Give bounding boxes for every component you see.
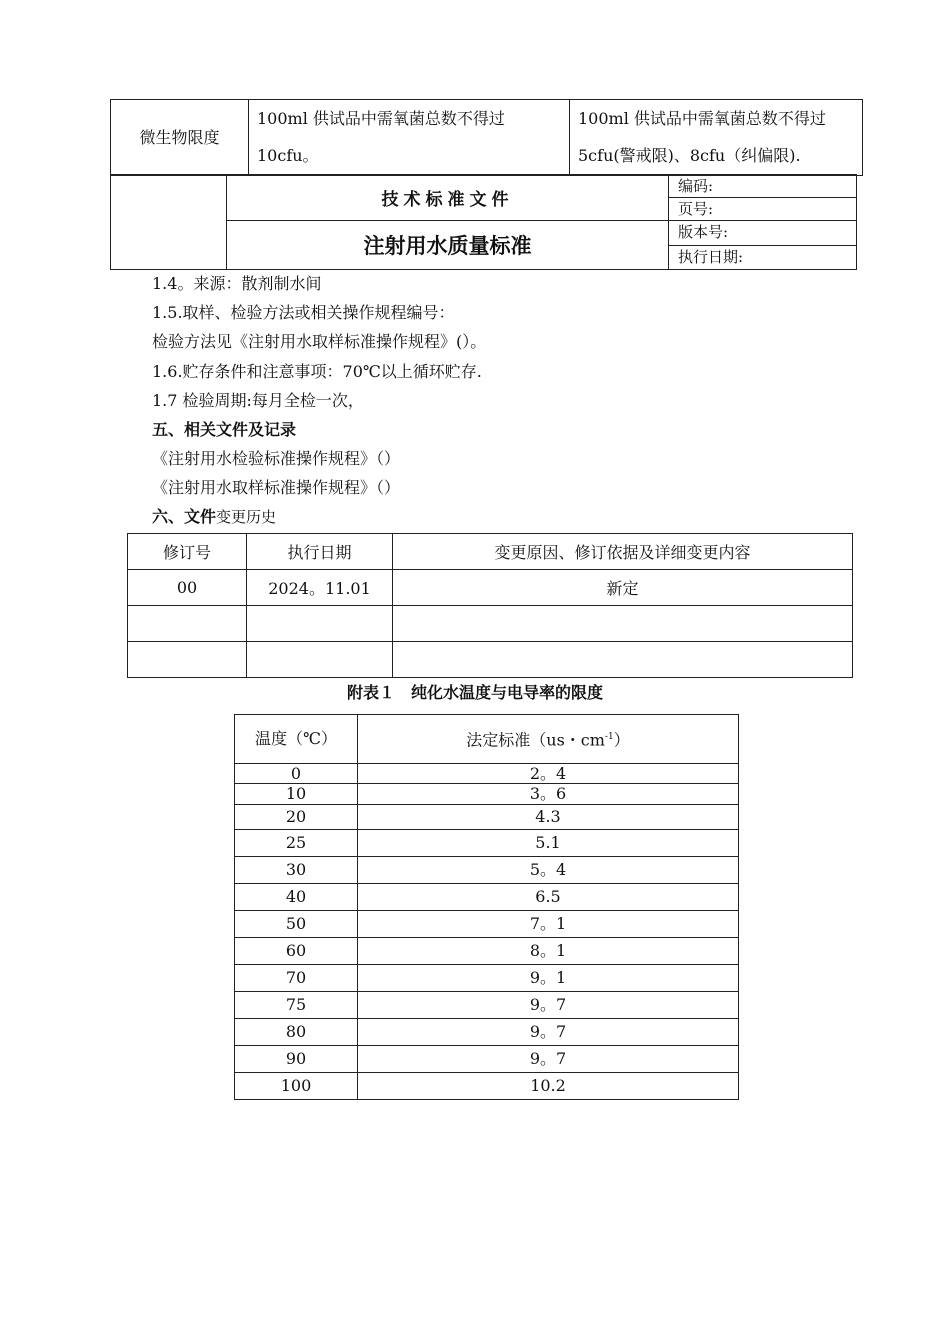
version-field: 版本号: xyxy=(669,221,857,246)
sampling-line: 1.5.取样、检验方法或相关操作规程编号： xyxy=(152,303,455,322)
temperature-cell: 20 xyxy=(235,805,358,830)
table-header-row xyxy=(235,715,739,764)
conductivity-cell: 7。1 xyxy=(358,911,739,938)
table-row xyxy=(235,830,739,857)
col-header-sup: -1 xyxy=(604,732,614,743)
table-header-row xyxy=(128,534,853,570)
microbial-limit-table xyxy=(110,99,863,176)
doc-type: 技术标准文件 xyxy=(227,175,669,221)
table-cell: 2024。11.01 xyxy=(247,570,393,606)
table-row xyxy=(128,606,853,642)
table-cell xyxy=(128,642,247,678)
period-line: 1.7 检验周期:每月全检一次， xyxy=(152,391,364,410)
conductivity-cell: 9。7 xyxy=(358,1019,739,1046)
annex-title: 附表１ 纯化水温度与电导率的限度 xyxy=(346,683,603,702)
temperature-cell: 40 xyxy=(235,884,358,911)
temperature-cell: 25 xyxy=(235,830,358,857)
table-row xyxy=(235,805,739,830)
conductivity-cell: 4.3 xyxy=(358,805,739,830)
section-6-main: 六、文件 xyxy=(152,507,217,526)
storage-line: 1.6.贮存条件和注意事项：70℃以上循环贮存. xyxy=(152,362,482,381)
conductivity-cell: 9。7 xyxy=(358,1046,739,1073)
table-row xyxy=(128,570,853,606)
table-row xyxy=(235,884,739,911)
conductivity-table xyxy=(234,714,739,1100)
table-cell xyxy=(128,606,247,642)
col-header: 温度（℃） xyxy=(235,715,358,764)
micro-internal-line2: 5cfu(警戒限)、8cfu（纠偏限). xyxy=(578,146,801,165)
table-cell: 00 xyxy=(128,570,247,606)
doc-title: 注射用水质量标准 xyxy=(227,221,669,270)
conductivity-cell: 2。4 xyxy=(358,764,739,784)
table-row xyxy=(235,764,739,784)
table-cell xyxy=(247,642,393,678)
code-field: 编码: xyxy=(669,175,857,198)
logo-cell xyxy=(111,175,227,270)
conductivity-cell: 8。1 xyxy=(358,938,739,965)
section-6-sub: 变更历史 xyxy=(216,508,277,526)
micro-internal xyxy=(570,100,863,176)
conductivity-cell: 9。1 xyxy=(358,965,739,992)
micro-standard-line2: 10cfu。 xyxy=(257,146,319,165)
table-cell xyxy=(247,606,393,642)
micro-standard xyxy=(249,100,570,176)
col-header: 变更原因、修订依据及详细变更内容 xyxy=(393,534,853,570)
temperature-cell: 80 xyxy=(235,1019,358,1046)
conductivity-cell: 9。7 xyxy=(358,992,739,1019)
temperature-cell: 75 xyxy=(235,992,358,1019)
conductivity-cell: 6.5 xyxy=(358,884,739,911)
col-header: 修订号 xyxy=(128,534,247,570)
table-row xyxy=(235,992,739,1019)
col-header xyxy=(358,715,739,764)
col-header: 执行日期 xyxy=(247,534,393,570)
temperature-cell: 60 xyxy=(235,938,358,965)
conductivity-cell: 5.1 xyxy=(358,830,739,857)
table-cell xyxy=(393,642,853,678)
micro-label: 微生物限度 xyxy=(111,100,249,176)
conductivity-cell: 5。4 xyxy=(358,857,739,884)
temperature-cell: 0 xyxy=(235,764,358,784)
method-line: 检验方法见《注射用水取样标准操作规程》(）。 xyxy=(152,332,487,351)
source-line: 1.4。来源：散剂制水间 xyxy=(152,274,322,293)
table-row xyxy=(235,784,739,805)
temperature-cell: 100 xyxy=(235,1073,358,1100)
conductivity-cell: 10.2 xyxy=(358,1073,739,1100)
table-cell: 新定 xyxy=(393,570,853,606)
table-row xyxy=(235,1073,739,1100)
date-field: 执行日期: xyxy=(669,245,857,270)
col-header-prefix: 法定标准（us・cm xyxy=(466,730,605,750)
temperature-cell: 90 xyxy=(235,1046,358,1073)
table-row xyxy=(128,642,853,678)
table-row xyxy=(235,1046,739,1073)
table-row xyxy=(235,965,739,992)
table-row xyxy=(235,911,739,938)
table-row xyxy=(235,1019,739,1046)
reference-item: 《注射用水检验标准操作规程》（） xyxy=(152,449,401,468)
table-row xyxy=(235,857,739,884)
section-5-heading: 五、相关文件及记录 xyxy=(152,420,297,439)
page-field: 页号: xyxy=(669,198,857,221)
table-row xyxy=(111,100,863,176)
temperature-cell: 70 xyxy=(235,965,358,992)
temperature-cell: 30 xyxy=(235,857,358,884)
temperature-cell: 50 xyxy=(235,911,358,938)
micro-internal-line1: 100ml 供试品中需氧菌总数不得过 xyxy=(578,109,826,128)
col-header-suffix: ） xyxy=(613,730,630,750)
table-cell xyxy=(393,606,853,642)
temperature-cell: 10 xyxy=(235,784,358,805)
document-header xyxy=(110,174,857,270)
revision-table xyxy=(127,533,853,678)
reference-item: 《注射用水取样标准操作规程》（） xyxy=(152,478,401,497)
table-row xyxy=(235,938,739,965)
section-6-heading xyxy=(152,504,276,527)
conductivity-cell: 3。6 xyxy=(358,784,739,805)
micro-standard-line1: 100ml 供试品中需氧菌总数不得过 xyxy=(257,109,505,128)
